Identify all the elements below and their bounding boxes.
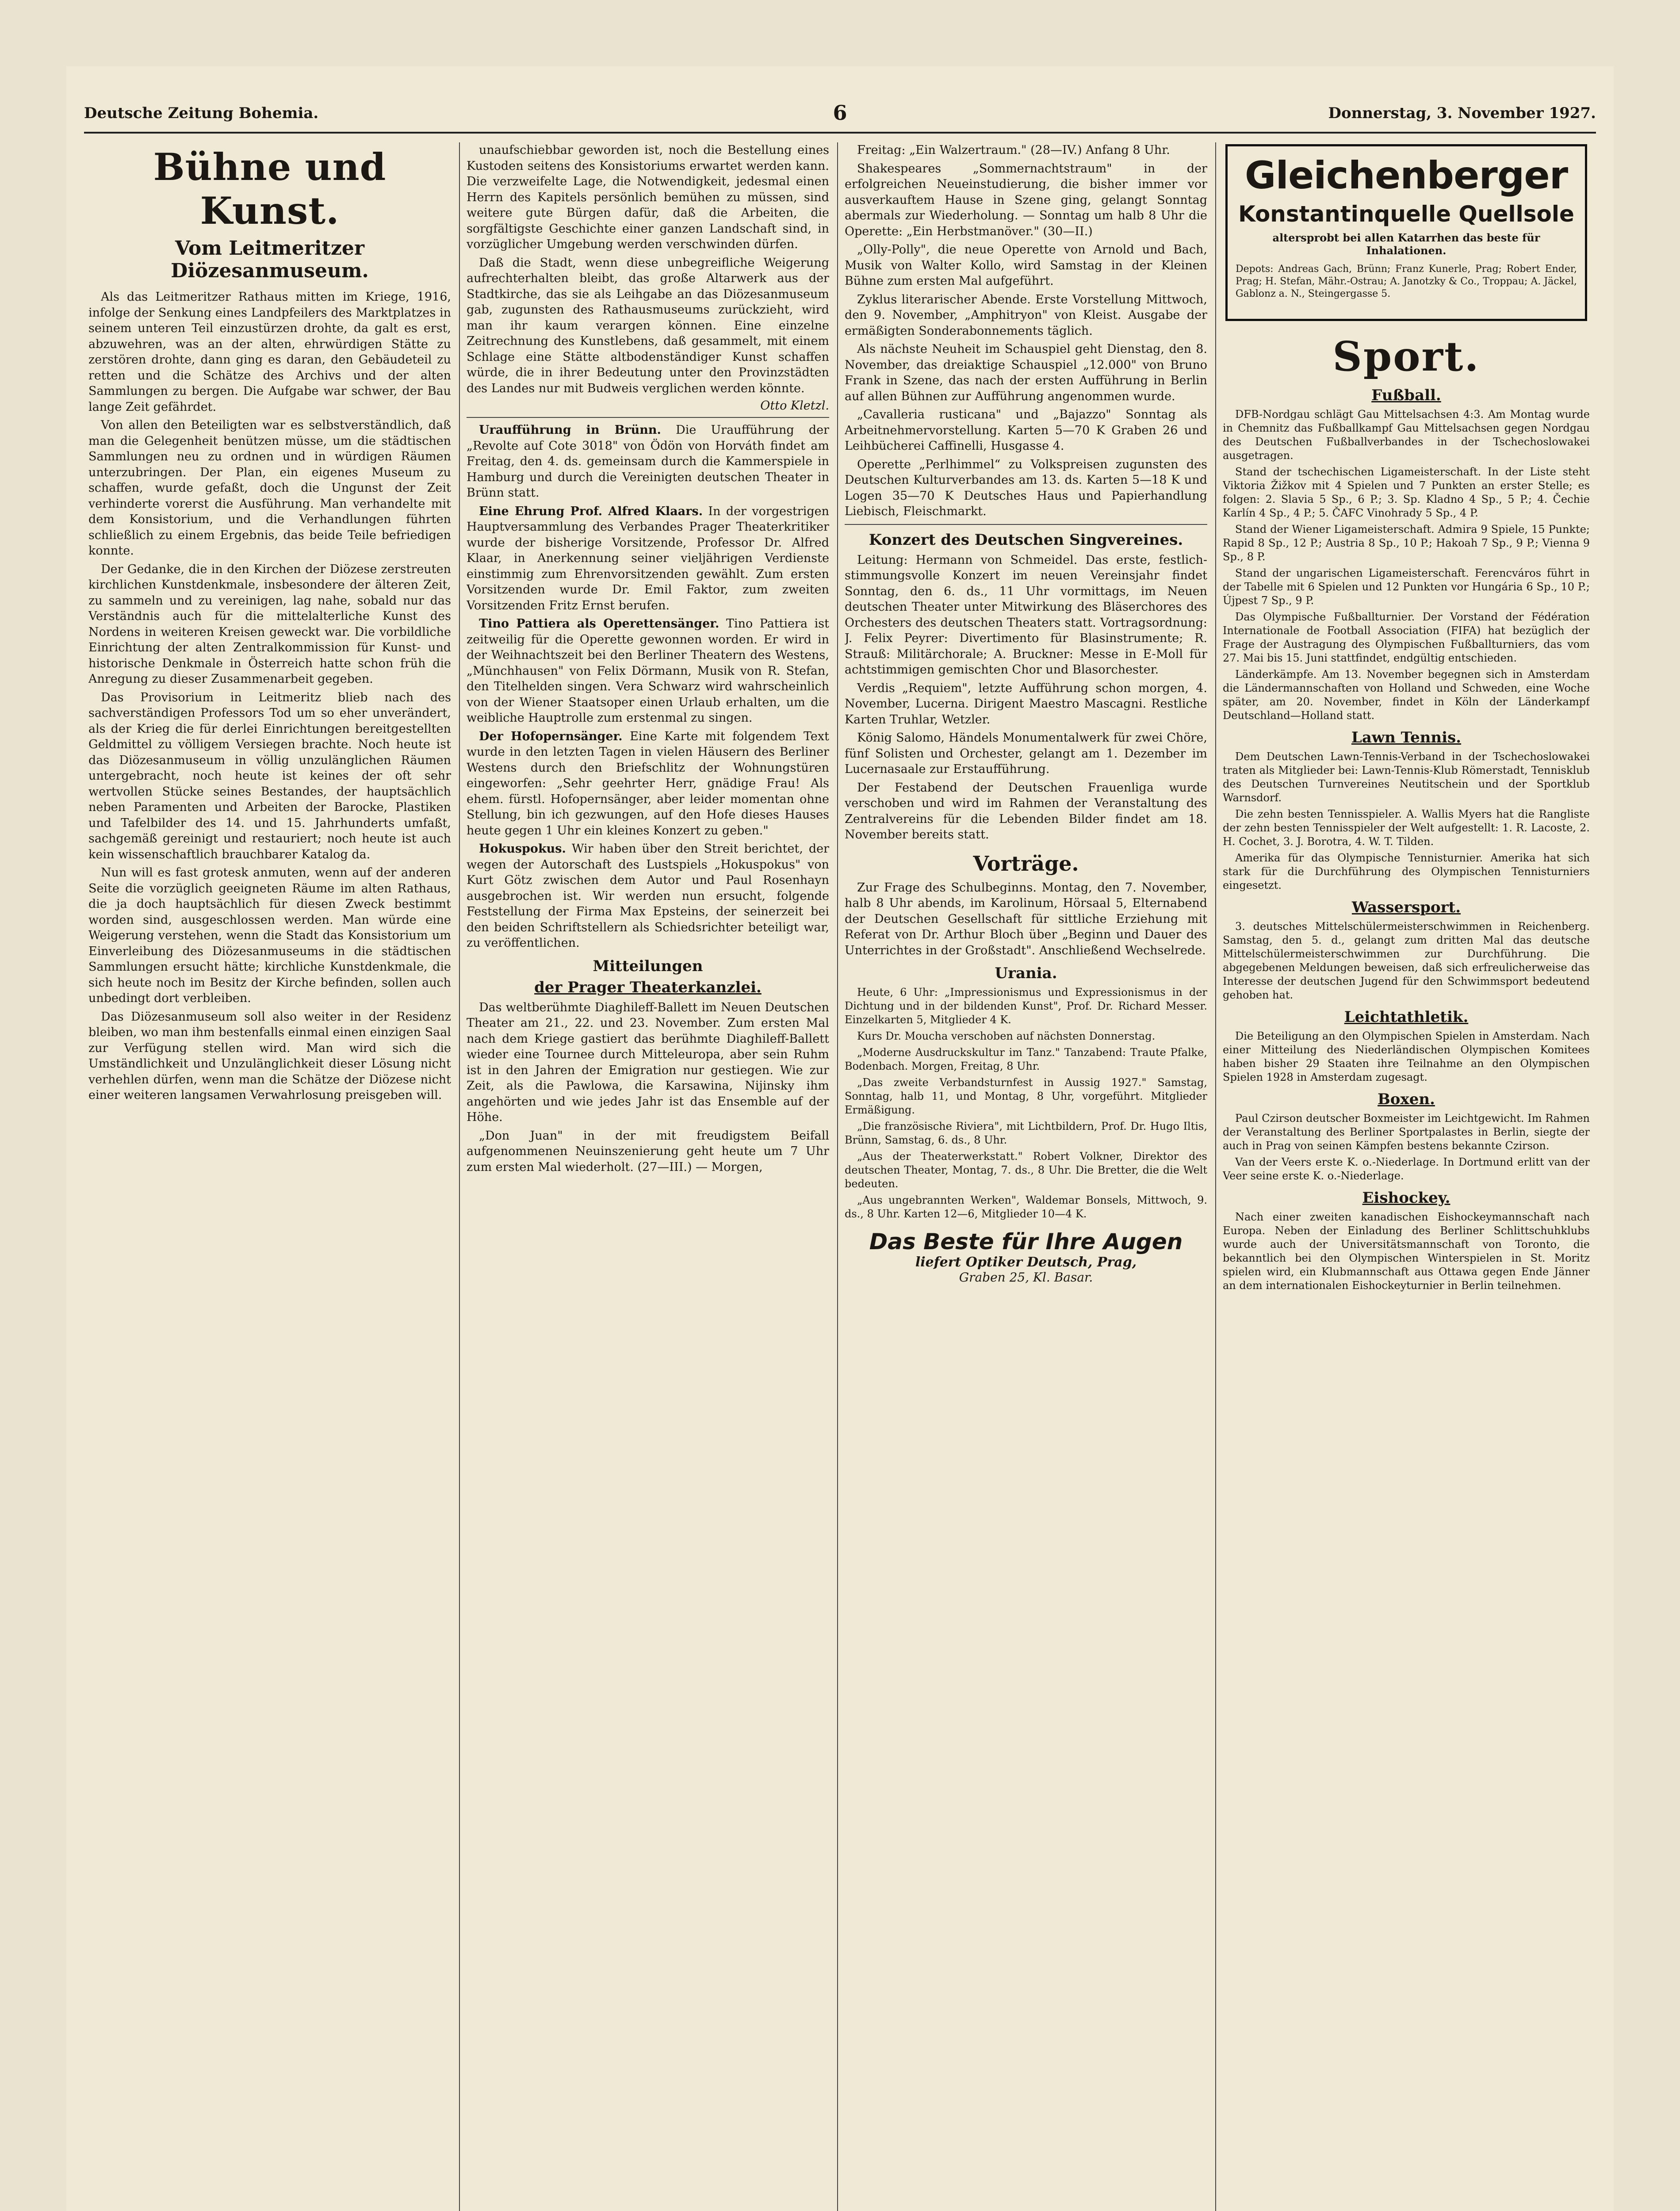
article-paragraph: Verdis „Requiem", letzte Aufführung schon morgen, 4. November, Lucerna. Dirigent Maestro Mascagni. Restliche Karten Truhlar, Wetzler. <box>845 681 1207 727</box>
article-paragraph: Als nächste Neuheit im Schauspiel geht Dienstag, den 8. November, das dreiaktige Schauspiel „12.000" von Bruno Frank in Szene, das nach der ersten Aufführung in Berlin auf allen Bühnen zur Aufführung angenommen wurde. <box>845 342 1207 403</box>
article-title-museum: Vom Leitmeritzer Diözesanmuseum. <box>171 237 369 282</box>
article-paragraph: Shakespeares „Sommernachtstraum" in der erfolgreichen Neueinstudierung, die bisher immer vor ausverkauftem Hause in Szene ging, gelangt Sonntag abermals zur Wiederholung. — Sonntag um halb 8 Uhr die Operette: „Ein Herbstmanöver." (30—II.) <box>845 161 1207 238</box>
sport-item: Stand der tschechischen Ligameisterschaft. In der Liste steht Viktoria Žižkov mit 4 Spielen und 7 Punkten an erster Stelle; es folgen: 2. Slavia 5 Sp., 6 P.; 3. Sp. Kladno 4 Sp., 5 P.; 4. Čechie Karlín 4 Sp., 4 P.; 5. ČAFC Vinohrady 5 Sp., 4 P. <box>1223 466 1590 519</box>
article-paragraph: Von allen den Beteiligten war es selbstverständlich, daß man die Gelegenheit benützen müsse, um die städtischen Sammlungen neu zu ordnen und in würdigen Räumen unterzubringen. Der Plan, ein eigenes Museum zu schaffen, wurde gefaßt, doch die Ungunst der Zeit verhinderte vorerst die Ausführung. Man verhandelte mit dem Konsistorium, und die Verhandlungen führten schließlich zu einem Ergebnis, das beide Teile befriedigen konnte. <box>88 418 451 558</box>
sport-subsection-title: Lawn Tennis. <box>1351 729 1462 746</box>
article-paragraph: „Cavalleria rusticana" und „Bajazzo" Sonntag als Arbeitnehmervorstellung. Karten 5—70 K Graben 26 und Leihbücherei Caffinelli, Husgasse 4. <box>845 408 1207 453</box>
sport-subsection-title: Boxen. <box>1378 1090 1435 1108</box>
ad-headline: Das Beste für Ihre Augen <box>869 1229 1183 1255</box>
sport-item: Van der Veers erste K. o.-Niederlage. In Dortmund erlitt van der Veer seine erste K. o.-Niederlage. <box>1223 1156 1590 1182</box>
article-paragraph: Zur Frage des Schulbeginns. Montag, den 7. November, halb 8 Uhr abends, im Karolinum, Hörsaal 5, Elternabend der Deutschen Gesellschaft für sittliche Erziehung mit Referat von Dr. Arthur Bloch über „Beginn und Dauer des Unterrichtes in der Großstadt". Anschließend Wechselrede. <box>845 880 1207 957</box>
ad-company: liefert Optiker Deutsch, Prag, <box>915 1255 1137 1270</box>
news-item-head: Hokuspokus. <box>479 842 566 856</box>
sport-item: Nach einer zweiten kanadischen Eishockeymannschaft nach Europa. Neben der Einladung des Berliner Schlittschuhklubs wurde auch der Universitätsmannschaft von Toronto, die bekanntlich bei den Olympischen Winterspielen in St. Moritz spielen wird, ein Klubmannschaft aus Ottawa gegen Ende Jänner an dem internationalen Eishockeyturnier in Berlin teilnehmen. <box>1223 1211 1590 1292</box>
event-item: Heute, 6 Uhr: „Impressionismus und Expressionismus in der Dichtung und in der bildenden Kunst", Prof. Dr. Richard Messer. Einzelkarten 5, Mitglieder 4 K. <box>845 986 1207 1026</box>
article-paragraph: Als das Leitmeritzer Rathaus mitten im Kriege, 1916, infolge der Senkung eines Landpfeilers des Marktplatzes in seinem unteren Teil einzustürzen drohte, da galt es erst, abzuwehren, was an der alten, ehrwürdigen Stätte zu zerstören drohte, dann ging es daran, den Gebäudeteil zu retten und die Schätze des Archivs und der alten Sammlungen zu bergen. Die Aufgabe war schwer, der Bau lange Zeit gefährdet. <box>88 290 451 414</box>
issue-date: Donnerstag, 3. November 1927. <box>1328 104 1596 122</box>
news-item <box>467 504 829 614</box>
sport-subsection-title: Eishockey. <box>1362 1189 1450 1207</box>
news-item-head: Tino Pattiera als Operettensänger. <box>479 617 719 631</box>
section-title-konzert: Konzert des Deutschen Singvereines. <box>869 531 1183 549</box>
article-paragraph: Der Gedanke, die in den Kirchen der Diözese zerstreuten kirchlichen Kunstdenkmale, insbesondere der älteren Zeit, zu sammeln und zu vereinigen, lag nahe, sobald nur das Verständnis auch für die mittelalterliche Kunst des Nordens in weiteren Kreisen geweckt war. Die vorbildliche Einrichtung der alten Zentralkommission für Kunst- und historische Denkmale in Österreich hatte schon früh die Anregung zu dieser Zusammenarbeit gegeben. <box>88 562 451 686</box>
sport-item: Stand der Wiener Ligameisterschaft. Admira 9 Spiele, 15 Punkte; Rapid 8 Sp., 12 P.; Austria 8 Sp., 10 P.; Hakoah 7 Sp., 9 P.; Vienna 9 Sp., 8 P. <box>1223 523 1590 563</box>
section-title-vortraege: Vorträge. <box>973 851 1079 876</box>
newspaper-page <box>66 66 1614 2211</box>
news-item-text: Tino Pattiera ist zeitweilig für die Operette gewonnen worden. Er wird in der Weihnachtszeit bei den Berliner Theatern des Westens, „Münchhausen" von Felix Dörmann, Musik von R. Stefan, den Titelhelden singen. Vera Schwarz wird wahrscheinlich von der Wiener Staatsoper einen Urlaub erhalten, um die weibliche Hauptrolle zum erstenmal zu singen. <box>467 617 829 725</box>
sport-item: Die Beteiligung an den Olympischen Spielen in Amsterdam. Nach einer Mitteilung des Niederländischen Olympischen Komitees haben bisher 29 Staaten ihre Teilnahme an den Olympischen Spielen 1928 in Amsterdam zugesagt. <box>1223 1030 1590 1083</box>
article-paragraph: Freitag: „Ein Walzertraum." (28—IV.) Anfang 8 Uhr. <box>857 143 1170 157</box>
ad-address: Graben 25, Kl. Basar. <box>959 1270 1093 1285</box>
column-divider <box>459 142 460 2211</box>
sport-item: Amerika für das Olympische Tennisturnier. Amerika hat sich stark für die Durchführung des Olympischen Tennisturniers eingesetzt. <box>1223 852 1590 891</box>
sport-subsection-title: Leichtathletik. <box>1344 1008 1469 1026</box>
page-header <box>84 101 1596 131</box>
news-item-text: Wir haben über den Streit berichtet, der wegen der Autorschaft des Lustspiels „Hokuspokus" von Kurt Götz zwischen dem Autor und Paul Rosenhayn ausgebrochen ist. Wir werden nun ersucht, folgende Feststellung der Firma Max Epsteins, der seinerzeit bei den beiden Schriftstellern als Schiedsrichter beteiligt war, zu veröffentlichen. <box>467 842 829 950</box>
column-2 <box>467 142 829 2211</box>
ad-brand: Gleichenberger <box>1244 153 1568 198</box>
news-item-head: Uraufführung in Brünn. <box>479 423 661 437</box>
divider <box>845 524 1207 525</box>
news-item <box>467 841 829 951</box>
news-item-text: Die Uraufführung der „Revolte auf Cote 3018" von Ödön von Horváth findet am Freitag, den 4. ds. gemeinsam durch die Kammerspiele in Hamburg und durch die Vereinigten deutschen Theater in Brünn statt. <box>467 423 829 500</box>
news-item-text: In der vorgestrigen Hauptversammlung des Verbandes Prager Theaterkritiker wurde der bisherige Vorsitzende, Professor Dr. Alfred Klaar, in Anerkennung seiner vieljährigen Verdienste einstimmig zum Ehrenvorsitzenden gewählt. Zum ersten Vorsitzenden wurde Dr. Emil Faktor, zum zweiten Vorsitzenden Fritz Ernst berufen. <box>467 504 829 612</box>
ad-claim: altersprobt bei allen Katarrhen das beste für Inhalationen. <box>1272 231 1540 257</box>
article-paragraph: „Olly-Polly", die neue Operette von Arnold und Bach, Musik von Walter Kollo, wird Samstag in der Kleinen Bühne zum ersten Mal aufgeführt. <box>845 243 1207 288</box>
event-item: „Die französische Riviera", mit Lichtbildern, Prof. Dr. Hugo Iltis, Brünn, Samstag, 6. ds., 8 Uhr. <box>845 1120 1207 1146</box>
masthead-name: Deutsche Zeitung Bohemia. <box>84 104 319 122</box>
event-item: „Das zweite Verbandsturnfest in Aussig 1927." Samstag, Sonntag, halb 11, und Montag, 8 Uhr, vorgeführt. Mitglieder Ermäßigung. <box>845 1076 1207 1116</box>
column-3 <box>845 142 1207 2211</box>
article-paragraph: Leitung: Hermann von Schmeidel. Das erste, festlich-stimmungsvolle Konzert im neuen Vereinsjahr findet Sonntag, den 6. ds., 11 Uhr vormittags, im Neuen deutschen Theater unter Mitwirkung des Bläserchores des Orchesters des deutschen Theaters statt. Vortragsordnung: J. Felix Peyrer: Divertimento für Blasinstrumente; R. Strauß: Militärchorale; A. Bruckner: Messe in E-Moll für achtstimmigen gemischten Chor und Blasorchester. <box>845 553 1207 677</box>
sport-item: DFB-Nordgau schlägt Gau Mittelsachsen 4:3. Am Montag wurde in Chemnitz das Fußballkampf Gau Mittelsachsen gegen Nordgau des Deutschen Fußballverbandes in der Tschechoslowakei ausgetragen. <box>1223 408 1590 462</box>
article-paragraph: Das Diözesanmuseum soll also weiter in der Residenz bleiben, wo man ihm bestenfalls einmal einen einzigen Saal zur Verfügung stellen wird. Man wird sich die Umständlichkeit und Unzulänglichkeit dieser Lösung nicht verhehlen dürfen, wenn man die Schätze der Diözese nicht einer weiteren langsamen Verwahrlosung preisgeben will. <box>88 1010 451 1102</box>
header-rule <box>84 132 1596 134</box>
column-divider <box>837 142 838 2211</box>
section-title-sport: Sport. <box>1332 333 1480 380</box>
article-paragraph: Das Provisorium in Leitmeritz blieb nach des sachverständigen Professors Tod um so eher unverändert, als der Krieg die für derlei Einrichtungen bereitgestellten Geldmittel zu völligem Versiegen brachte. Noch heute ist das Diözesanmuseum in völlig unzulänglichen Räumen untergebracht, noch heute ist keines der oft sehr wertvollen Stücke seines Bestandes, der hauptsächlich neben Paramenten und Arbeiten der Barocke, Plastiken und Tafelbilder des 14. und 15. Jahrhunderts umfaßt, sachgemäß gereinigt und restauriert; noch heute ist auch kein wissenschaftlich brauchbarer Katalog da. <box>88 690 451 861</box>
article-paragraph: Daß die Stadt, wenn diese unbegreifliche Weigerung aufrechterhalten bleibt, das große Altarwerk aus der Stadtkirche, das sie als Leihgabe an das Diözesanmuseum gab, zugunsten des Rathausmuseums zurückzieht, wird man ihr kaum verargen können. Eine einzelne Zeitrechnung des Kunstlebens, daß gesammelt, mit einem Schlage eine Stätte altbodenständiger Kunst schaffen würde, die in ihrer Bedeutung unter den Provinzstädten des Landes nur mit Budweis verglichen werden könnte. <box>467 256 829 395</box>
article-paragraph: Nun will es fast grotesk anmuten, wenn auf der anderen Seite die vorzüglich geeigneten Räume im alten Rathaus, die ja doch hauptsächlich für diesen Zweck bestimmt worden sind, ausgeschlossen werden. Man würde eine Weigerung verstehen, wenn die Stadt das Konsistorium um Einverleibung des Diözesanmuseums in die städtischen Sammlungen ersucht hätte; kirchliche Kunstdenkmale, die sich heute noch im Besitz der Kirche befinden, sollen auch unbedingt dort verbleiben. <box>88 866 451 1005</box>
column-1 <box>88 142 451 2211</box>
article-paragraph: Zyklus literarischer Abende. Erste Vorstellung Mittwoch, den 9. November, „Amphitryon" von Kleist. Ausgabe der ermäßigten Sonderabonnements täglich. <box>845 292 1207 338</box>
event-item: „Moderne Ausdruckskultur im Tanz." Tanzabend: Traute Pfalke, Bodenbach. Morgen, Freitag, 8 Uhr. <box>845 1046 1207 1072</box>
column-4 <box>1223 142 1590 2211</box>
news-item <box>467 729 829 839</box>
gleichenberger-advertisement <box>1225 144 1587 321</box>
sport-item: Dem Deutschen Lawn-Tennis-Verband in der Tschechoslowakei traten als Mitglieder bei: Lawn-Tennis-Klub Römerstadt, Tennisklub des Deutschen Turnvereines Neutitschein und der Sportklub Warnsdorf. <box>1223 750 1590 804</box>
event-item: Kurs Dr. Moucha verschoben auf nächsten Donnerstag. <box>857 1030 1156 1042</box>
page-number: 6 <box>833 101 847 125</box>
section-title-mitteilungen: Mitteilungen <box>593 957 703 975</box>
news-item-head: Eine Ehrung Prof. Alfred Klaars. <box>479 504 703 518</box>
sport-item: Das Olympische Fußballturnier. Der Vorstand der Fédération Internationale de Football Association (FIFA) hat bezüglich der Frage der Austragung des Olympischen Fußballturniers, das vom 27. Mai bis 15. Juni stattfindet, endgültig entschieden. <box>1223 611 1590 664</box>
news-item <box>467 616 829 726</box>
section-subtitle-theaterkanzlei: der Prager Theaterkanzlei. <box>534 978 762 996</box>
optician-advertisement <box>845 1229 1207 1285</box>
event-item: „Aus der Theaterwerkstatt." Robert Volkner, Direktor des deutschen Theater, Montag, 7. ds., 8 Uhr. Die Bretter, die die Welt bedeuten. <box>845 1150 1207 1190</box>
sport-subsection-title: Wassersport. <box>1351 899 1461 916</box>
sport-item: Länderkämpfe. Am 13. November begegnen sich in Amsterdam die Ländermannschaften von Holland und Schweden, eine Woche später, am 20. November, findet in Köln der Länderkampf Deutschland—Holland statt. <box>1223 668 1590 722</box>
news-item <box>467 422 829 501</box>
event-item: „Aus ungebrannten Werken", Waldemar Bonsels, Mittwoch, 9. ds., 8 Uhr. Karten 12—6, Mitglieder 10—4 K. <box>845 1194 1207 1220</box>
news-item-head: Der Hofopernsänger. <box>479 729 623 743</box>
sport-subsection-title: Fußball. <box>1371 386 1441 404</box>
article-paragraph: unaufschiebbar geworden ist, noch die Bestellung eines Kustoden seitens des Konsistoriums erwartet werden kann. Die verzweifelte Lage, die Notwendigkeit, jedesmal einen Herrn des Kapitels persönlich bemühen zu müssen, sind weitere gute Bürgen dafür, daß die Arbeiten, die sorgfältigste Geschichte einer ganzen Landschaft sind, in vorzüglicher Umgebung werden verschwinden dürfen. <box>467 143 829 251</box>
article-paragraph: Operette „Perlhimmel“ zu Volkspreisen zugunsten des Deutschen Kulturverbandes am 13. ds. Karten 5—18 K und Logen 35—70 K Deutsches Haus und Papierhandlung Liebisch, Fleischmarkt. <box>845 457 1207 518</box>
article-paragraph: „Don Juan" in der mit freudigstem Beifall aufgenommenen Neuinszenierung geht heute um 7 Uhr zum ersten Mal wiederholt. (27—III.) — Morgen, <box>467 1128 829 1174</box>
news-item-text: Eine Karte mit folgendem Text wurde in den letzten Tagen in vielen Häusern des Berliner Westens durch den Briefschlitz der Wohnungstüren eingeworfen: „Sehr geehrter Herr, gnädige Frau! Als ehem. fürstl. Hofopernsänger, aber leider momentan ohne Stellung, bin ich gezwungen, auf den Hofe dieses Hauses heute gegen 1 Uhr ein kleines Konzert zu geben." <box>467 729 829 838</box>
sport-item: 3. deutsches Mittelschülermeisterschwimmen in Reichenberg. Samstag, den 5. d., gelangt zum dritten Mal das deutsche Mittelschülermeisterschwimmen zur Durchführung. Die abgegebenen Meldungen beweisen, daß sich erfreulicherweise das Interesse der deutschen Jugend für den Schwimmsport bedeutend gehoben hat. <box>1223 920 1590 1001</box>
sport-item: Paul Czirson deutscher Boxmeister im Leichtgewicht. Im Rahmen der Veranstaltung des Berliner Sportpalastes in Berlin, siegte der auch in Prag von seinen Kämpfen bestens bekannte Czirson. <box>1223 1112 1590 1152</box>
sport-item: Stand der ungarischen Ligameisterschaft. Ferencváros führt in der Tabelle mit 6 Spielen und 12 Punkten vor Hungária 6 Sp., 10 P.; Újpest 7 Sp., 9 P. <box>1223 567 1590 607</box>
ad-depots: Depots: Andreas Gach, Brünn; Franz Kunerle, Prag; Robert Ender, Prag; H. Stefan, Mähr.-Ostrau; A. Janotzky & Co., Troppau; A. Jäckel, Gablonz a. N., Steingergasse 5. <box>1236 264 1577 299</box>
sport-item: Die zehn besten Tennisspieler. A. Wallis Myers hat die Rangliste der zehn besten Tennisspieler der Welt aufgestellt: 1. R. Lacoste, 2. H. Cochet, 3. J. Borotra, 4. W. T. Tilden. <box>1223 808 1590 848</box>
article-paragraph: König Salomo, Händels Monumentalwerk für zwei Chöre, fünf Solisten und Orchester, gelangt am 1. Dezember im Lucernasaale zur Erstaufführung. <box>845 731 1207 776</box>
divider <box>467 417 829 418</box>
column-divider <box>1215 142 1216 2211</box>
section-title-urania: Urania. <box>995 964 1057 982</box>
author-signature: Otto Kletzl. <box>760 399 829 413</box>
article-paragraph: Das weltberühmte Diaghileff-Ballett im Neuen Deutschen Theater am 21., 22. und 23. November. Zum ersten Mal nach dem Kriege gastiert das berühmte Diaghileff-Ballett wieder eine Tournee durch Mitteleuropa, aber sein Ruhm ist in den Jahren der Emigration nur gestiegen. Wie zur Zeit, als die Pawlowa, die Karsawina, Nijinsky ihm angehörten und wie jedes Jahr ist das Ensemble auf der Höhe. <box>467 1000 829 1124</box>
ad-products: Konstantinquelle Quellsole <box>1238 201 1574 227</box>
section-title-buehne: Bühne und Kunst. <box>153 145 387 233</box>
article-paragraph: Der Festabend der Deutschen Frauenliga wurde verschoben und wird im Rahmen der Veranstaltung des Zentralvereins für die Lebenden Bilder findet am 18. November bereits statt. <box>845 780 1207 842</box>
